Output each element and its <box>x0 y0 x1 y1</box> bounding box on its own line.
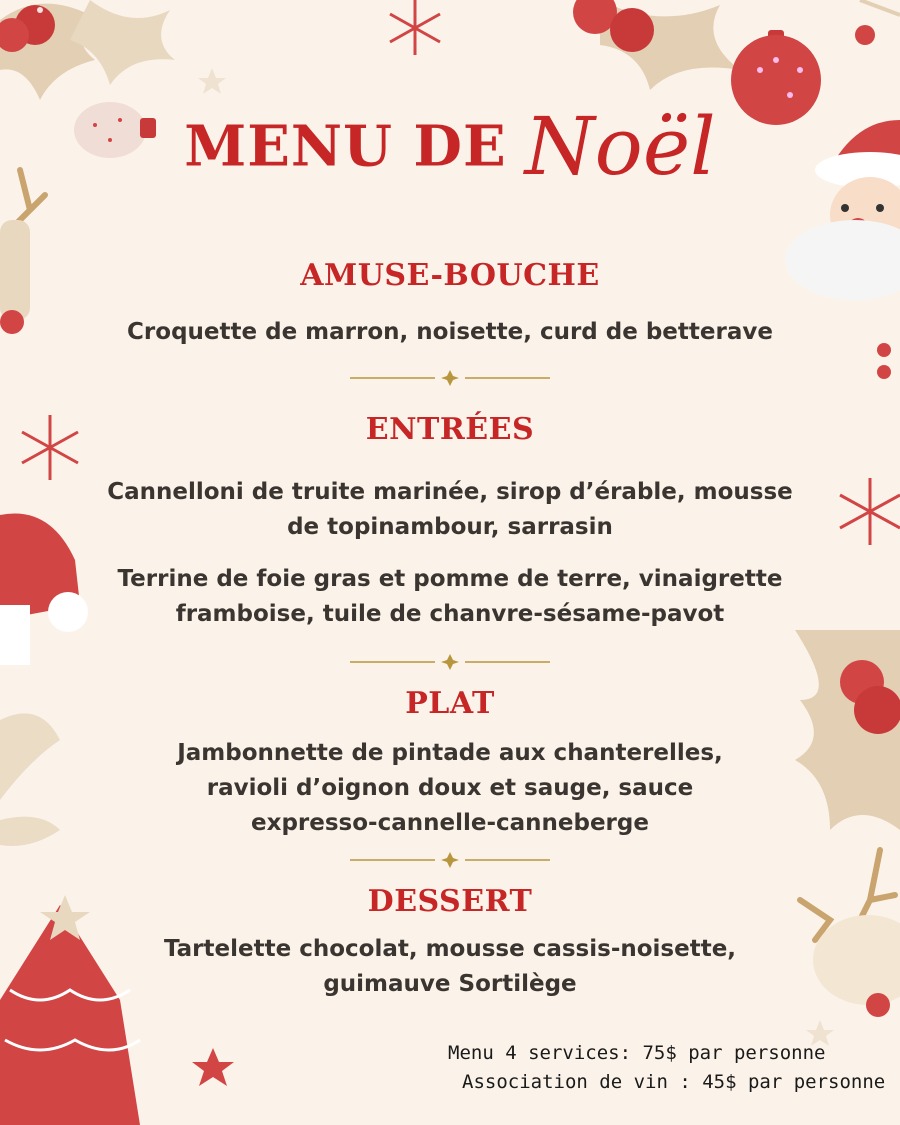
menu-item: Croquette de marron, noisette, curd de betterave <box>127 319 773 345</box>
section-title-plat: PLAT <box>405 686 495 721</box>
menu-item: Jambonnette de pintade aux chanterelles, ravioli d’oignon doux et sauge, sauce expresso-cannelle-canneberge <box>177 740 723 836</box>
page-title <box>0 100 900 193</box>
price-menu: Menu 4 services: 75$ par personne <box>448 1042 826 1064</box>
divider <box>340 652 560 672</box>
menu-item: Terrine de foie gras et pomme de terre, vinaigrette framboise, tuile de chanvre-sésame-pavot <box>117 566 783 627</box>
menu-item: Cannelloni de truite marinée, sirop d’érable, mousse de topinambour, sarrasin <box>107 479 793 540</box>
title-main: MENU DE <box>184 113 507 180</box>
section-title-dessert: DESSERT <box>367 884 533 919</box>
title-script: Noël <box>524 100 716 193</box>
menu-item: Tartelette chocolat, mousse cassis-noisette, guimauve Sortilège <box>163 936 737 997</box>
divider <box>340 850 560 870</box>
price-wine: Association de vin : 45$ par personne <box>462 1071 886 1093</box>
section-title-entrees: ENTRÉES <box>365 412 535 447</box>
section-title-amuse-bouche: AMUSE-BOUCHE <box>300 258 600 293</box>
divider <box>340 368 560 388</box>
